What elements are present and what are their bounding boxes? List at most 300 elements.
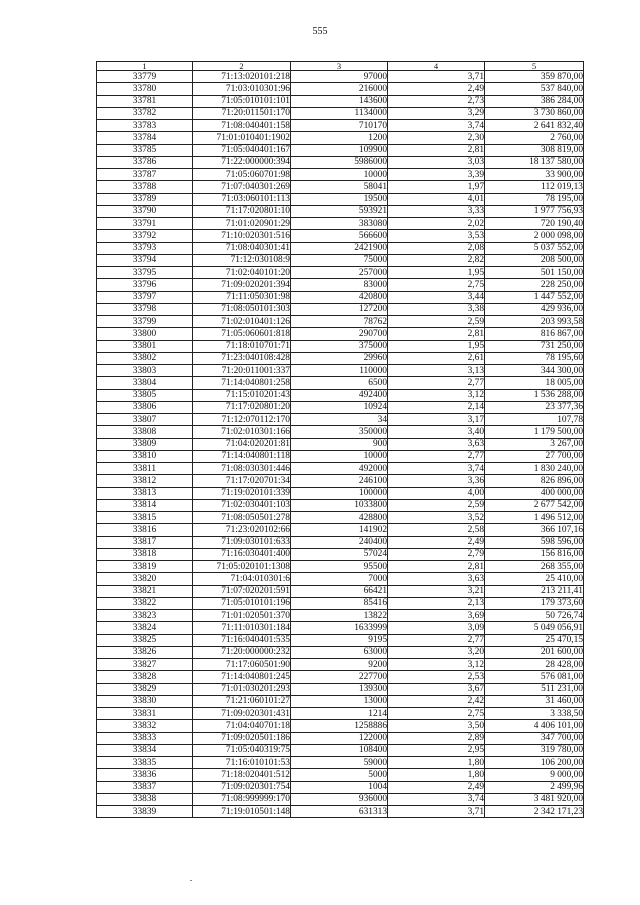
row-number: 33807 xyxy=(97,414,193,426)
rate-value: 3,12 xyxy=(388,389,485,401)
rate-value: 2,58 xyxy=(388,524,485,536)
amount-value: 720 190,40 xyxy=(485,218,584,230)
cadastral-number: 71:05:020101:1308 xyxy=(193,561,291,573)
row-number: 33819 xyxy=(97,561,193,573)
table-row xyxy=(97,585,584,597)
cadastral-number: 71:14:040801:258 xyxy=(193,377,291,389)
area-value: 492000 xyxy=(291,463,388,475)
rate-value: 3,44 xyxy=(388,291,485,303)
row-number: 33811 xyxy=(97,463,193,475)
rate-value: 1,80 xyxy=(388,757,485,769)
area-value: 2421900 xyxy=(291,242,388,254)
rate-value: 2,81 xyxy=(388,561,485,573)
cadastral-table xyxy=(96,61,584,818)
cadastral-number: 71:02:010301:166 xyxy=(193,426,291,438)
row-number: 33823 xyxy=(97,610,193,622)
amount-value: 107,78 xyxy=(485,414,584,426)
rate-value: 2,02 xyxy=(388,218,485,230)
amount-value: 2 000 098,00 xyxy=(485,230,584,242)
table-row xyxy=(97,95,584,107)
amount-value: 576 081,00 xyxy=(485,671,584,683)
row-number: 33804 xyxy=(97,377,193,389)
area-value: 63000 xyxy=(291,646,388,658)
cadastral-number: 71:17:020801:20 xyxy=(193,401,291,413)
rate-value: 2,75 xyxy=(388,279,485,291)
amount-value: 386 284,00 xyxy=(485,95,584,107)
row-number: 33818 xyxy=(97,548,193,560)
cadastral-number: 71:05:060701:98 xyxy=(193,169,291,181)
area-value: 1214 xyxy=(291,708,388,720)
cadastral-number: 71:08:040301:41 xyxy=(193,242,291,254)
row-number: 33792 xyxy=(97,230,193,242)
table-row xyxy=(97,438,584,450)
cadastral-number: 71:04:040701:18 xyxy=(193,720,291,732)
area-value: 420800 xyxy=(291,291,388,303)
cadastral-number: 71:16:030401:400 xyxy=(193,548,291,560)
cadastral-number: 71:23:040108:428 xyxy=(193,352,291,364)
cadastral-number: 71:10:020301:516 xyxy=(193,230,291,242)
table-row xyxy=(97,744,584,756)
rate-value: 3,53 xyxy=(388,230,485,242)
rate-value: 3,71 xyxy=(388,806,485,818)
rate-value: 2,49 xyxy=(388,83,485,95)
area-value: 13822 xyxy=(291,610,388,622)
table-row xyxy=(97,267,584,279)
rate-value: 2,61 xyxy=(388,352,485,364)
amount-value: 1 830 240,00 xyxy=(485,463,584,475)
cadastral-number: 71:12:070112:170 xyxy=(193,414,291,426)
cadastral-number: 71:09:020201:394 xyxy=(193,279,291,291)
cadastral-number: 71:02:010401:126 xyxy=(193,316,291,328)
table-row xyxy=(97,573,584,585)
table-row xyxy=(97,377,584,389)
rate-value: 3,13 xyxy=(388,365,485,377)
row-number: 33779 xyxy=(97,71,193,83)
row-number: 33788 xyxy=(97,181,193,193)
table-row xyxy=(97,634,584,646)
area-value: 5000 xyxy=(291,769,388,781)
rate-value: 3,63 xyxy=(388,438,485,450)
table-row xyxy=(97,352,584,364)
table-row xyxy=(97,548,584,560)
area-value: 6500 xyxy=(291,377,388,389)
area-value: 85416 xyxy=(291,597,388,609)
row-number: 33815 xyxy=(97,512,193,524)
cadastral-number: 71:01:020501:370 xyxy=(193,610,291,622)
amount-value: 344 300,00 xyxy=(485,365,584,377)
area-value: 9195 xyxy=(291,634,388,646)
area-value: 900 xyxy=(291,438,388,450)
row-number: 33782 xyxy=(97,107,193,119)
cadastral-number: 71:11:010301:184 xyxy=(193,622,291,634)
area-value: 59000 xyxy=(291,757,388,769)
row-number: 33827 xyxy=(97,659,193,671)
amount-value: 366 107,16 xyxy=(485,524,584,536)
table-row xyxy=(97,806,584,818)
area-value: 290700 xyxy=(291,328,388,340)
area-value: 139300 xyxy=(291,683,388,695)
cadastral-number: 71:01:030201:293 xyxy=(193,683,291,695)
column-header-5: 5 xyxy=(485,62,584,71)
cadastral-number: 71:03:010301:96 xyxy=(193,83,291,95)
cadastral-number: 71:17:020801:10 xyxy=(193,205,291,217)
cadastral-number: 71:20:000000:232 xyxy=(193,646,291,658)
cadastral-number: 71:08:040401:158 xyxy=(193,120,291,132)
amount-value: 308 819,00 xyxy=(485,144,584,156)
cadastral-number: 71:01:020901:29 xyxy=(193,218,291,230)
rate-value: 2,82 xyxy=(388,254,485,266)
table-row xyxy=(97,757,584,769)
row-number: 33791 xyxy=(97,218,193,230)
rate-value: 1,97 xyxy=(388,181,485,193)
cadastral-number: 71:05:040319:75 xyxy=(193,744,291,756)
rate-value: 3,52 xyxy=(388,512,485,524)
amount-value: 3 338,50 xyxy=(485,708,584,720)
table-row xyxy=(97,512,584,524)
area-value: 936000 xyxy=(291,793,388,805)
table-row xyxy=(97,169,584,181)
cadastral-number: 71:23:020102:66 xyxy=(193,524,291,536)
table-row xyxy=(97,450,584,462)
row-number: 33783 xyxy=(97,120,193,132)
rate-value: 3,21 xyxy=(388,585,485,597)
rate-value: 2,13 xyxy=(388,597,485,609)
table-row xyxy=(97,708,584,720)
area-value: 1134000 xyxy=(291,107,388,119)
row-number: 33802 xyxy=(97,352,193,364)
table-row xyxy=(97,389,584,401)
area-value: 10000 xyxy=(291,450,388,462)
row-number: 33787 xyxy=(97,169,193,181)
cadastral-number: 71:22:000000:394 xyxy=(193,156,291,168)
cadastral-number: 71:05:010101:101 xyxy=(193,95,291,107)
amount-value: 18 137 580,00 xyxy=(485,156,584,168)
area-value: 5986000 xyxy=(291,156,388,168)
table-row xyxy=(97,597,584,609)
area-value: 19500 xyxy=(291,193,388,205)
row-number: 33780 xyxy=(97,83,193,95)
rate-value: 2,77 xyxy=(388,634,485,646)
row-number: 33809 xyxy=(97,438,193,450)
row-number: 33833 xyxy=(97,732,193,744)
cadastral-number: 71:19:010501:148 xyxy=(193,806,291,818)
amount-value: 31 460,00 xyxy=(485,695,584,707)
rate-value: 3,67 xyxy=(388,683,485,695)
row-number: 33799 xyxy=(97,316,193,328)
table-row xyxy=(97,610,584,622)
amount-value: 537 840,00 xyxy=(485,83,584,95)
row-number: 33813 xyxy=(97,487,193,499)
area-value: 29960 xyxy=(291,352,388,364)
amount-value: 25 470,15 xyxy=(485,634,584,646)
amount-value: 2 342 171,23 xyxy=(485,806,584,818)
cadastral-number: 71:08:999999:170 xyxy=(193,793,291,805)
row-number: 33797 xyxy=(97,291,193,303)
row-number: 33829 xyxy=(97,683,193,695)
cadastral-number: 71:12:030108:9 xyxy=(193,254,291,266)
row-number: 33824 xyxy=(97,622,193,634)
area-value: 246100 xyxy=(291,475,388,487)
amount-value: 3 481 920,00 xyxy=(485,793,584,805)
table-row xyxy=(97,414,584,426)
amount-value: 268 355,00 xyxy=(485,561,584,573)
rate-value: 2,81 xyxy=(388,328,485,340)
row-number: 33839 xyxy=(97,806,193,818)
table-row xyxy=(97,193,584,205)
table-row xyxy=(97,316,584,328)
rate-value: 2,75 xyxy=(388,708,485,720)
rate-value: 3,38 xyxy=(388,303,485,315)
rate-value: 3,50 xyxy=(388,720,485,732)
amount-value: 18 005,00 xyxy=(485,377,584,389)
area-value: 141902 xyxy=(291,524,388,536)
table-row xyxy=(97,695,584,707)
rate-value: 2,77 xyxy=(388,377,485,389)
row-number: 33808 xyxy=(97,426,193,438)
amount-value: 319 780,00 xyxy=(485,744,584,756)
area-value: 216000 xyxy=(291,83,388,95)
amount-value: 731 250,00 xyxy=(485,340,584,352)
amount-value: 1 447 552,00 xyxy=(485,291,584,303)
cadastral-number: 71:16:010101:53 xyxy=(193,757,291,769)
row-number: 33826 xyxy=(97,646,193,658)
area-value: 375000 xyxy=(291,340,388,352)
amount-value: 2 760,00 xyxy=(485,132,584,144)
amount-value: 213 211,41 xyxy=(485,585,584,597)
row-number: 33816 xyxy=(97,524,193,536)
rate-value: 2,79 xyxy=(388,548,485,560)
cadastral-number: 71:09:030101:633 xyxy=(193,536,291,548)
area-value: 58041 xyxy=(291,181,388,193)
rate-value: 1,80 xyxy=(388,769,485,781)
table-row xyxy=(97,230,584,242)
table-body xyxy=(97,71,584,818)
area-value: 1004 xyxy=(291,781,388,793)
page-number: 555 xyxy=(312,26,328,37)
table-row xyxy=(97,107,584,119)
row-number: 33781 xyxy=(97,95,193,107)
row-number: 33812 xyxy=(97,475,193,487)
area-value: 1633999 xyxy=(291,622,388,634)
amount-value: 1 496 512,00 xyxy=(485,512,584,524)
row-number: 33793 xyxy=(97,242,193,254)
table-row xyxy=(97,463,584,475)
rate-value: 3,17 xyxy=(388,414,485,426)
amount-value: 50 726,74 xyxy=(485,610,584,622)
area-value: 492400 xyxy=(291,389,388,401)
row-number: 33800 xyxy=(97,328,193,340)
amount-value: 156 816,00 xyxy=(485,548,584,560)
row-number: 33794 xyxy=(97,254,193,266)
table-row xyxy=(97,683,584,695)
rate-value: 2,49 xyxy=(388,536,485,548)
row-number: 33805 xyxy=(97,389,193,401)
table-row xyxy=(97,646,584,658)
amount-value: 3 730 860,00 xyxy=(485,107,584,119)
scan-mark xyxy=(190,880,192,881)
amount-value: 359 870,00 xyxy=(485,71,584,83)
rate-value: 3,36 xyxy=(388,475,485,487)
row-number: 33836 xyxy=(97,769,193,781)
rate-value: 2,81 xyxy=(388,144,485,156)
row-number: 33834 xyxy=(97,744,193,756)
row-number: 33837 xyxy=(97,781,193,793)
cadastral-number: 71:18:010701:71 xyxy=(193,340,291,352)
table-row xyxy=(97,218,584,230)
table-row xyxy=(97,499,584,511)
rate-value: 2,73 xyxy=(388,95,485,107)
area-value: 710170 xyxy=(291,120,388,132)
rate-value: 1,95 xyxy=(388,340,485,352)
row-number: 33838 xyxy=(97,793,193,805)
area-value: 631313 xyxy=(291,806,388,818)
cadastral-number: 71:08:050101:303 xyxy=(193,303,291,315)
amount-value: 347 700,00 xyxy=(485,732,584,744)
amount-value: 1 536 288,00 xyxy=(485,389,584,401)
row-number: 33814 xyxy=(97,499,193,511)
cadastral-number: 71:09:020501:186 xyxy=(193,732,291,744)
table-row xyxy=(97,622,584,634)
amount-value: 23 377,36 xyxy=(485,401,584,413)
area-value: 7000 xyxy=(291,573,388,585)
cadastral-number: 71:07:020201:591 xyxy=(193,585,291,597)
cadastral-number: 71:20:011501:170 xyxy=(193,107,291,119)
cadastral-number: 71:13:020101:218 xyxy=(193,71,291,83)
row-number: 33789 xyxy=(97,193,193,205)
area-value: 95500 xyxy=(291,561,388,573)
cadastral-number: 71:02:030401:103 xyxy=(193,499,291,511)
amount-value: 106 200,00 xyxy=(485,757,584,769)
area-value: 100000 xyxy=(291,487,388,499)
table-row xyxy=(97,426,584,438)
table-row xyxy=(97,291,584,303)
table-row xyxy=(97,781,584,793)
row-number: 33801 xyxy=(97,340,193,352)
area-value: 110000 xyxy=(291,365,388,377)
rate-value: 2,77 xyxy=(388,450,485,462)
row-number: 33830 xyxy=(97,695,193,707)
table-row xyxy=(97,732,584,744)
row-number: 33831 xyxy=(97,708,193,720)
rate-value: 3,09 xyxy=(388,622,485,634)
cadastral-number: 71:16:040401:535 xyxy=(193,634,291,646)
area-value: 1033800 xyxy=(291,499,388,511)
row-number: 33822 xyxy=(97,597,193,609)
row-number: 33832 xyxy=(97,720,193,732)
rate-value: 3,74 xyxy=(388,120,485,132)
table-row xyxy=(97,524,584,536)
cadastral-number: 71:08:050501:278 xyxy=(193,512,291,524)
table-row xyxy=(97,401,584,413)
table-row xyxy=(97,205,584,217)
rate-value: 2,42 xyxy=(388,695,485,707)
cadastral-number: 71:05:010101:196 xyxy=(193,597,291,609)
amount-value: 501 150,00 xyxy=(485,267,584,279)
table-row xyxy=(97,536,584,548)
area-value: 83000 xyxy=(291,279,388,291)
cadastral-number: 71:17:020701:34 xyxy=(193,475,291,487)
cadastral-number: 71:11:050301:98 xyxy=(193,291,291,303)
rate-value: 3,20 xyxy=(388,646,485,658)
amount-value: 25 410,00 xyxy=(485,573,584,585)
rate-value: 3,39 xyxy=(388,169,485,181)
row-number: 33835 xyxy=(97,757,193,769)
cadastral-number: 71:04:020201:81 xyxy=(193,438,291,450)
amount-value: 816 867,00 xyxy=(485,328,584,340)
amount-value: 1 977 756,93 xyxy=(485,205,584,217)
amount-value: 2 499,96 xyxy=(485,781,584,793)
table-row xyxy=(97,303,584,315)
area-value: 75000 xyxy=(291,254,388,266)
table-row xyxy=(97,487,584,499)
amount-value: 3 267,00 xyxy=(485,438,584,450)
table-row xyxy=(97,181,584,193)
table-row xyxy=(97,83,584,95)
cadastral-number: 71:09:020301:754 xyxy=(193,781,291,793)
area-value: 57024 xyxy=(291,548,388,560)
cadastral-number: 71:09:020301:431 xyxy=(193,708,291,720)
area-value: 108400 xyxy=(291,744,388,756)
area-value: 566600 xyxy=(291,230,388,242)
row-number: 33795 xyxy=(97,267,193,279)
rate-value: 4,01 xyxy=(388,193,485,205)
amount-value: 2 677 542,00 xyxy=(485,499,584,511)
cadastral-number: 71:17:060501:90 xyxy=(193,659,291,671)
area-value: 593921 xyxy=(291,205,388,217)
amount-value: 28 428,00 xyxy=(485,659,584,671)
rate-value: 3,69 xyxy=(388,610,485,622)
cadastral-number: 71:18:020401:512 xyxy=(193,769,291,781)
amount-value: 228 250,00 xyxy=(485,279,584,291)
rate-value: 3,29 xyxy=(388,107,485,119)
rate-value: 3,40 xyxy=(388,426,485,438)
rate-value: 3,03 xyxy=(388,156,485,168)
rate-value: 3,12 xyxy=(388,659,485,671)
amount-value: 5 049 056,91 xyxy=(485,622,584,634)
area-value: 97000 xyxy=(291,71,388,83)
amount-value: 1 179 500,00 xyxy=(485,426,584,438)
column-header-3: 3 xyxy=(291,62,388,71)
row-number: 33786 xyxy=(97,156,193,168)
cadastral-number: 71:07:040301:269 xyxy=(193,181,291,193)
table-row xyxy=(97,769,584,781)
cadastral-number: 71:05:060601:818 xyxy=(193,328,291,340)
table-row xyxy=(97,671,584,683)
row-number: 33817 xyxy=(97,536,193,548)
row-number: 33820 xyxy=(97,573,193,585)
cadastral-number: 71:21:060101:27 xyxy=(193,695,291,707)
amount-value: 203 993,58 xyxy=(485,316,584,328)
rate-value: 3,33 xyxy=(388,205,485,217)
table-row xyxy=(97,365,584,377)
cadastral-number: 71:14:040801:118 xyxy=(193,450,291,462)
cadastral-number: 71:02:040101:20 xyxy=(193,267,291,279)
amount-value: 27 700,00 xyxy=(485,450,584,462)
rate-value: 1,95 xyxy=(388,267,485,279)
row-number: 33790 xyxy=(97,205,193,217)
table-row xyxy=(97,279,584,291)
rate-value: 3,71 xyxy=(388,71,485,83)
area-value: 257000 xyxy=(291,267,388,279)
table-row xyxy=(97,71,584,83)
cadastral-number: 71:01:010401:1902 xyxy=(193,132,291,144)
amount-value: 78 195,00 xyxy=(485,193,584,205)
area-value: 350000 xyxy=(291,426,388,438)
column-header-2: 2 xyxy=(193,62,291,71)
area-value: 34 xyxy=(291,414,388,426)
row-number: 33828 xyxy=(97,671,193,683)
area-value: 10924 xyxy=(291,401,388,413)
